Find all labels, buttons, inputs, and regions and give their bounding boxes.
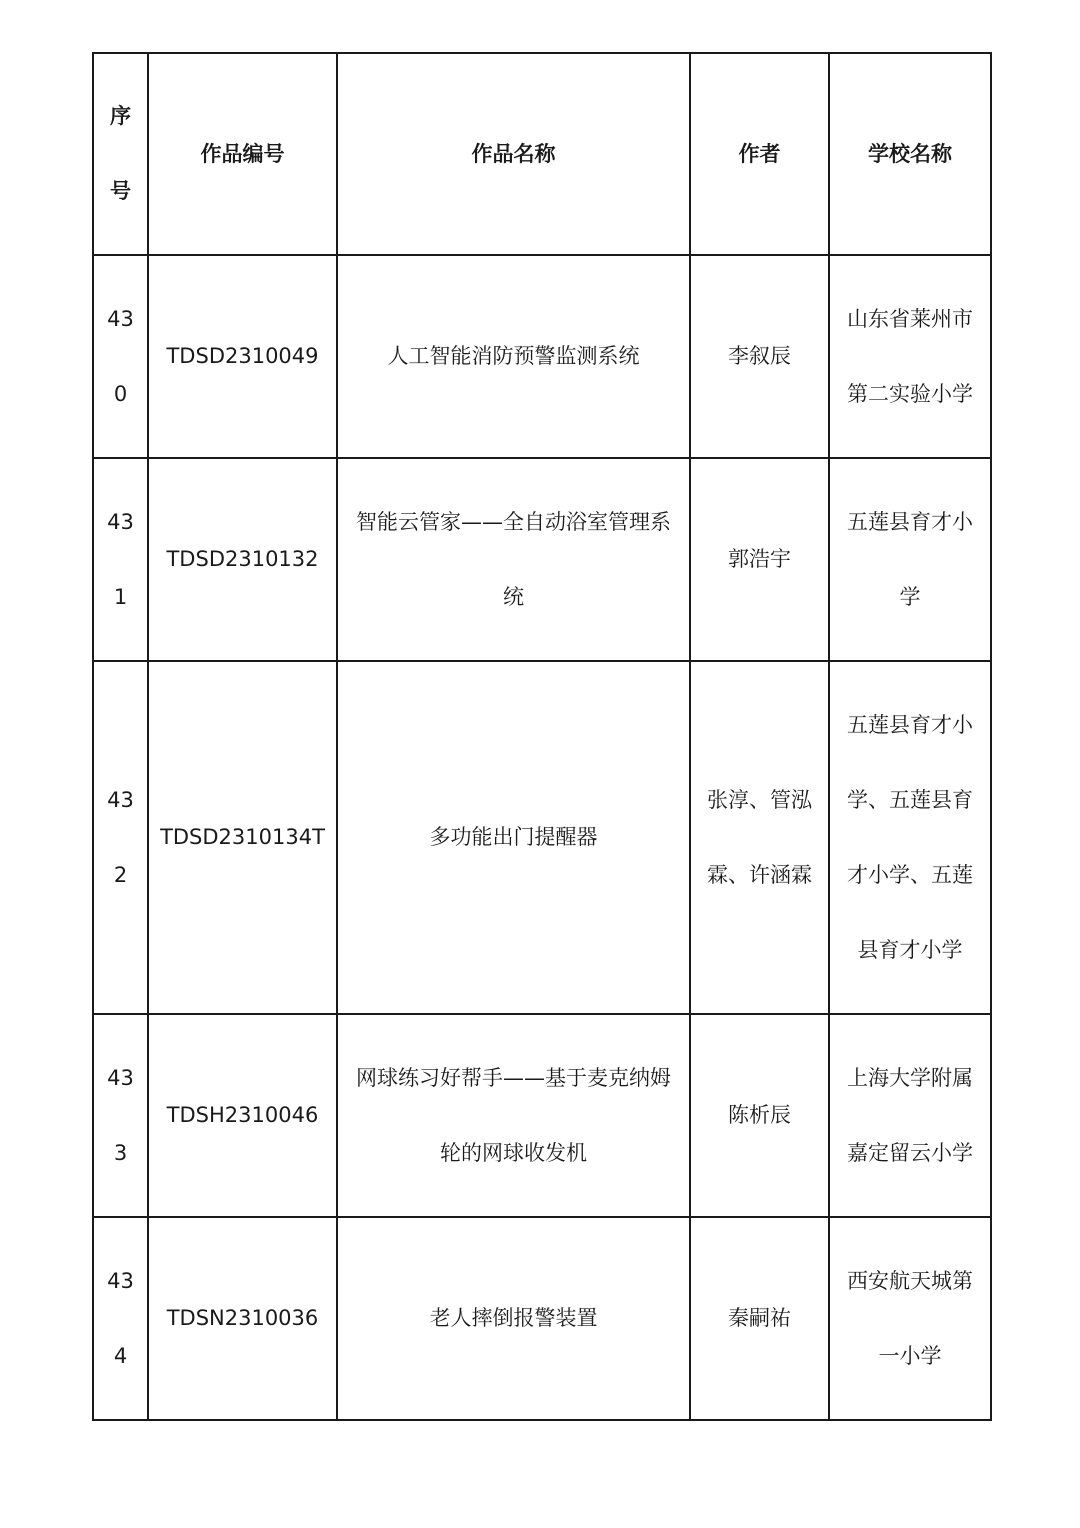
header-title: 作品名称 (337, 53, 690, 255)
cell-code: TDSD2310049 (148, 255, 337, 458)
cell-author: 秦嗣祐 (690, 1217, 829, 1420)
cell-code: TDSH2310046 (148, 1014, 337, 1217)
cell-author: 陈析辰 (690, 1014, 829, 1217)
cell-title: 网球练习好帮手——基于麦克纳姆轮的网球收发机 (337, 1014, 690, 1217)
header-seq: 序号 (93, 53, 148, 255)
cell-school: 上海大学附属嘉定留云小学 (829, 1014, 991, 1217)
cell-seq: 430 (93, 255, 148, 458)
table-row (93, 1014, 991, 1217)
cell-code: TDSD2310134T (148, 661, 337, 1014)
cell-author: 郭浩宇 (690, 458, 829, 661)
header-author: 作者 (690, 53, 829, 255)
cell-title: 智能云管家——全自动浴室管理系统 (337, 458, 690, 661)
cell-school: 五莲县育才小学 (829, 458, 991, 661)
table-body (93, 255, 991, 1420)
award-table (92, 52, 992, 1421)
table-header (93, 53, 991, 255)
cell-title: 老人摔倒报警装置 (337, 1217, 690, 1420)
table-row (93, 1217, 991, 1420)
cell-school: 西安航天城第一小学 (829, 1217, 991, 1420)
header-row (93, 53, 991, 255)
table-row (93, 661, 991, 1014)
cell-code: TDSN2310036 (148, 1217, 337, 1420)
cell-title: 多功能出门提醒器 (337, 661, 690, 1014)
cell-seq: 433 (93, 1014, 148, 1217)
cell-seq: 434 (93, 1217, 148, 1420)
cell-code: TDSD2310132 (148, 458, 337, 661)
header-school: 学校名称 (829, 53, 991, 255)
table-row (93, 255, 991, 458)
cell-author: 张淳、管泓霖、许涵霖 (690, 661, 829, 1014)
header-code: 作品编号 (148, 53, 337, 255)
cell-author: 李叙辰 (690, 255, 829, 458)
cell-school: 五莲县育才小学、五莲县育才小学、五莲县育才小学 (829, 661, 991, 1014)
table-row (93, 458, 991, 661)
cell-seq: 432 (93, 661, 148, 1014)
cell-school: 山东省莱州市第二实验小学 (829, 255, 991, 458)
cell-title: 人工智能消防预警监测系统 (337, 255, 690, 458)
cell-seq: 431 (93, 458, 148, 661)
